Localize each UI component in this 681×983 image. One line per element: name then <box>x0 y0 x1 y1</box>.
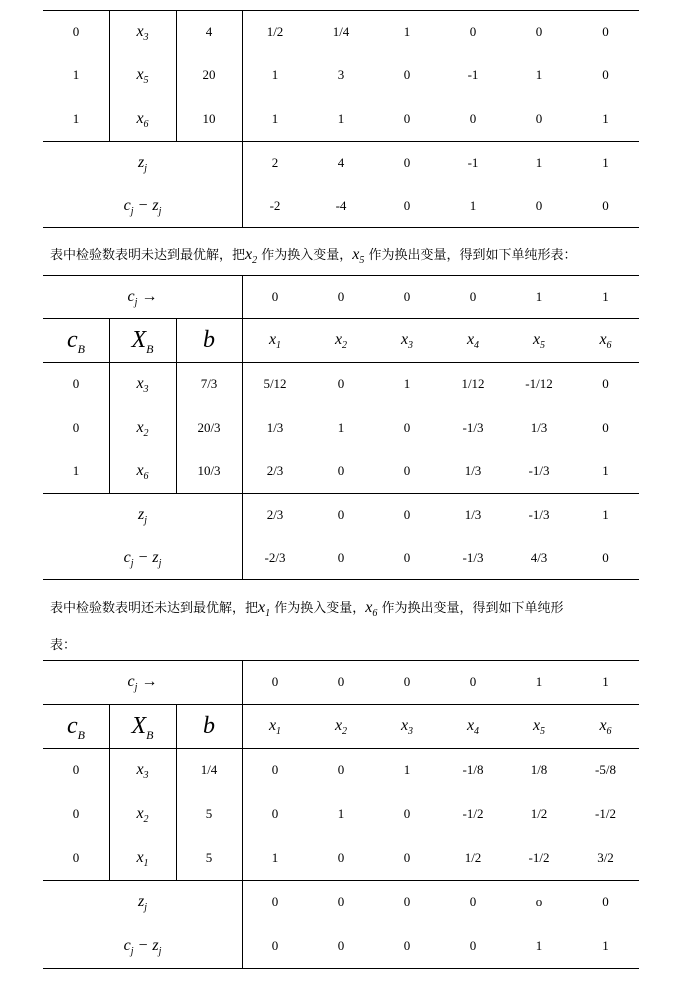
header-var: $x_4$ <box>466 331 480 352</box>
header-cb: $c_B$ <box>67 713 85 742</box>
cb-cell: 0 <box>72 376 80 391</box>
text-segment: 表中检验数表明未达到最优解，把 <box>50 248 246 263</box>
coef-cell: 1/3 <box>530 420 548 435</box>
coef-cell: 0 <box>337 463 345 478</box>
cb-cell: 0 <box>72 420 80 435</box>
cj-zj-cell: 0 <box>403 198 411 213</box>
coef-cell: -5/8 <box>595 762 616 777</box>
coef-cell: 1 <box>271 67 279 82</box>
coef-cell: 1/4 <box>332 24 350 39</box>
coef-cell: 1/2 <box>530 806 548 821</box>
cb-cell: 1 <box>72 463 80 478</box>
coef-cell: 3/2 <box>597 850 614 865</box>
coef-cell: 1 <box>403 376 411 391</box>
text-segment: 作为换出变量，得到如下单纯形表： <box>368 248 577 263</box>
zj-cell: -1/3 <box>528 507 550 522</box>
cj-cell: 0 <box>469 289 477 304</box>
coef-cell: 0 <box>337 762 345 777</box>
coef-cell: 0 <box>403 111 411 126</box>
zj-cell: 0 <box>403 155 411 170</box>
cj-zj-cell: 1 <box>469 198 477 213</box>
cj-zj-cell: -2 <box>269 198 281 213</box>
text-segment: 作为换入变量， <box>261 248 353 263</box>
header-var: $x_2$ <box>334 331 348 352</box>
coef-cell: 0 <box>403 463 411 478</box>
cj-zj-cell: -2/3 <box>264 550 286 565</box>
header-var: $x_4$ <box>466 717 480 738</box>
zj-cell: 1 <box>602 507 609 522</box>
zj-cell: 1 <box>602 155 609 170</box>
explanation-paragraph-2-continued <box>50 634 76 653</box>
b-cell: 1/4 <box>200 762 218 777</box>
header-var: $x_5$ <box>532 331 546 352</box>
basis-var-cell: $x_6$ <box>136 110 149 131</box>
cj-zj-cell: 1 <box>602 938 609 953</box>
zj-label: $z_j$ <box>137 893 147 914</box>
basis-var-cell: $x_2$ <box>136 805 149 826</box>
cj-cell: 0 <box>337 674 345 689</box>
coef-cell: 0 <box>403 806 411 821</box>
cj-cell: 1 <box>602 674 609 689</box>
coef-cell: -1/2 <box>462 806 484 821</box>
coef-cell: 3 <box>337 67 345 82</box>
zj-cell: 0 <box>337 507 345 522</box>
cb-cell: 0 <box>72 806 80 821</box>
zj-cell: -1 <box>467 155 479 170</box>
zj-cell: o <box>535 894 543 909</box>
coef-cell: -1 <box>467 67 479 82</box>
header-b: b <box>203 327 215 353</box>
zj-cell: 2/3 <box>266 507 284 522</box>
header-xb: $X_B$ <box>131 713 154 742</box>
cb-cell: 0 <box>72 24 80 39</box>
header-var: $x_1$ <box>268 717 282 738</box>
cj-cell: 0 <box>271 289 279 304</box>
coef-cell: 1 <box>337 806 345 821</box>
cb-cell: 0 <box>72 850 80 865</box>
header-cb: $c_B$ <box>67 327 85 356</box>
cj-zj-cell: 0 <box>469 938 477 953</box>
explanation-paragraph-1 <box>50 244 577 266</box>
b-cell: 10/3 <box>197 463 221 478</box>
coef-cell: 0 <box>271 806 279 821</box>
cj-cell: 0 <box>403 674 411 689</box>
coef-cell: -1/8 <box>462 762 484 777</box>
coef-cell: 1 <box>403 24 411 39</box>
cj-zj-label: $c_j - z_j$ <box>123 197 162 218</box>
leaving-variable: $x_6$ <box>365 599 378 620</box>
b-cell: 5 <box>205 850 213 865</box>
table-rule <box>43 968 639 969</box>
coef-cell: -1/3 <box>462 420 484 435</box>
text-segment: 作为换出变量，得到如下单纯形 <box>381 601 564 616</box>
coef-cell: 0 <box>271 762 279 777</box>
cb-cell: 1 <box>72 67 80 82</box>
b-cell: 20 <box>202 67 216 82</box>
coef-cell: 1/2 <box>266 24 284 39</box>
zj-cell: 0 <box>469 894 477 909</box>
cj-zj-cell: 4/3 <box>530 550 548 565</box>
zj-cell: 0 <box>403 507 411 522</box>
text-segment: 表中检验数表明还未达到最优解，把 <box>50 601 259 616</box>
zj-cell: 0 <box>337 894 345 909</box>
coef-cell: 1 <box>403 762 411 777</box>
cj-zj-cell: 0 <box>535 198 543 213</box>
zj-label: $z_j$ <box>137 506 147 527</box>
zj-cell: 1/3 <box>464 507 482 522</box>
basis-var-cell: $x_5$ <box>136 66 149 87</box>
coef-cell: 1 <box>602 463 609 478</box>
header-var: $x_3$ <box>400 331 414 352</box>
coef-cell: -1/2 <box>595 806 616 821</box>
entering-variable: $x_1$ <box>258 599 271 620</box>
simplex-table-1 <box>43 10 639 228</box>
coef-cell: 0 <box>602 24 609 39</box>
coef-cell: 0 <box>602 420 609 435</box>
cj-cell: 0 <box>403 289 411 304</box>
cj-cell: 0 <box>469 674 477 689</box>
coef-cell: 0 <box>403 850 411 865</box>
cj-zj-label: $c_j - z_j$ <box>123 937 162 958</box>
text-segment: 表： <box>50 638 77 653</box>
cj-cell: 1 <box>535 289 543 304</box>
b-cell: 20/3 <box>197 420 221 435</box>
cj-label: $c_j$ → <box>127 288 158 309</box>
coef-cell: 1 <box>271 111 279 126</box>
header-b: b <box>203 713 215 739</box>
cj-zj-cell: 1 <box>535 938 543 953</box>
cj-zj-cell: 0 <box>403 550 411 565</box>
entering-variable: $x_2$ <box>245 246 258 267</box>
coef-cell: 0 <box>403 420 411 435</box>
simplex-table-3 <box>43 660 639 969</box>
zj-label: $z_j$ <box>137 154 147 175</box>
basis-var-cell: $x_2$ <box>136 419 149 440</box>
explanation-paragraph-2 <box>50 597 564 619</box>
cj-cell: 1 <box>535 674 543 689</box>
cj-zj-cell: 0 <box>337 938 345 953</box>
coef-cell: 1/3 <box>464 463 482 478</box>
cb-cell: 0 <box>72 762 80 777</box>
header-xb: $X_B$ <box>131 327 154 356</box>
coef-cell: -1/3 <box>528 463 550 478</box>
basis-var-cell: $x_3$ <box>136 23 149 44</box>
coef-cell: 1/2 <box>464 850 482 865</box>
cj-cell: 1 <box>602 289 609 304</box>
header-var: $x_6$ <box>599 331 612 352</box>
leaving-variable: $x_5$ <box>352 246 365 267</box>
coef-cell: 1 <box>271 850 279 865</box>
basis-var-cell: $x_1$ <box>136 849 149 870</box>
zj-cell: 0 <box>602 894 609 909</box>
coef-cell: 5/12 <box>263 376 287 391</box>
cj-zj-cell: 0 <box>403 938 411 953</box>
header-var: $x_3$ <box>400 717 414 738</box>
coef-cell: 0 <box>469 24 477 39</box>
coef-cell: 1/12 <box>461 376 485 391</box>
coef-cell: 0 <box>535 111 543 126</box>
coef-cell: 0 <box>602 67 609 82</box>
cj-zj-cell: -4 <box>335 198 347 213</box>
zj-cell: 4 <box>337 155 345 170</box>
coef-cell: 1 <box>337 111 345 126</box>
cj-zj-cell: 0 <box>602 550 609 565</box>
cj-label: $c_j$ → <box>127 673 158 694</box>
coef-cell: 0 <box>403 67 411 82</box>
b-cell: 4 <box>205 24 213 39</box>
text-segment: 作为换入变量， <box>274 601 366 616</box>
header-var: $x_1$ <box>268 331 282 352</box>
coef-cell: 0 <box>337 850 345 865</box>
coef-cell: -1/2 <box>528 850 550 865</box>
coef-cell: 0 <box>469 111 477 126</box>
header-var: $x_6$ <box>599 717 612 738</box>
cj-zj-cell: -1/3 <box>462 550 484 565</box>
cj-zj-label: $c_j - z_j$ <box>123 549 162 570</box>
cj-zj-cell: 0 <box>271 938 279 953</box>
zj-cell: 2 <box>271 155 279 170</box>
coef-cell: 0 <box>535 24 543 39</box>
basis-var-cell: $x_3$ <box>136 375 149 396</box>
coef-cell: -1/12 <box>525 376 553 391</box>
header-var: $x_5$ <box>532 717 546 738</box>
header-var: $x_2$ <box>334 717 348 738</box>
basis-var-cell: $x_3$ <box>136 761 149 782</box>
basis-var-cell: $x_6$ <box>136 462 149 483</box>
cb-cell: 1 <box>72 111 80 126</box>
coef-cell: 2/3 <box>266 463 284 478</box>
coef-cell: 1 <box>602 111 609 126</box>
coef-cell: 1/3 <box>266 420 284 435</box>
coef-cell: 1 <box>337 420 345 435</box>
coef-cell: 1/8 <box>530 762 548 777</box>
simplex-table-2 <box>43 275 639 580</box>
zj-cell: 0 <box>403 894 411 909</box>
b-cell: 7/3 <box>200 376 218 391</box>
zj-cell: 0 <box>271 894 279 909</box>
b-cell: 10 <box>202 111 216 126</box>
coef-cell: 0 <box>337 376 345 391</box>
cj-zj-cell: 0 <box>337 550 345 565</box>
zj-cell: 1 <box>535 155 543 170</box>
coef-cell: 0 <box>602 376 609 391</box>
coef-cell: 1 <box>535 67 543 82</box>
b-cell: 5 <box>205 806 213 821</box>
cj-cell: 0 <box>337 289 345 304</box>
cj-cell: 0 <box>271 674 279 689</box>
cj-zj-cell: 0 <box>602 198 609 213</box>
